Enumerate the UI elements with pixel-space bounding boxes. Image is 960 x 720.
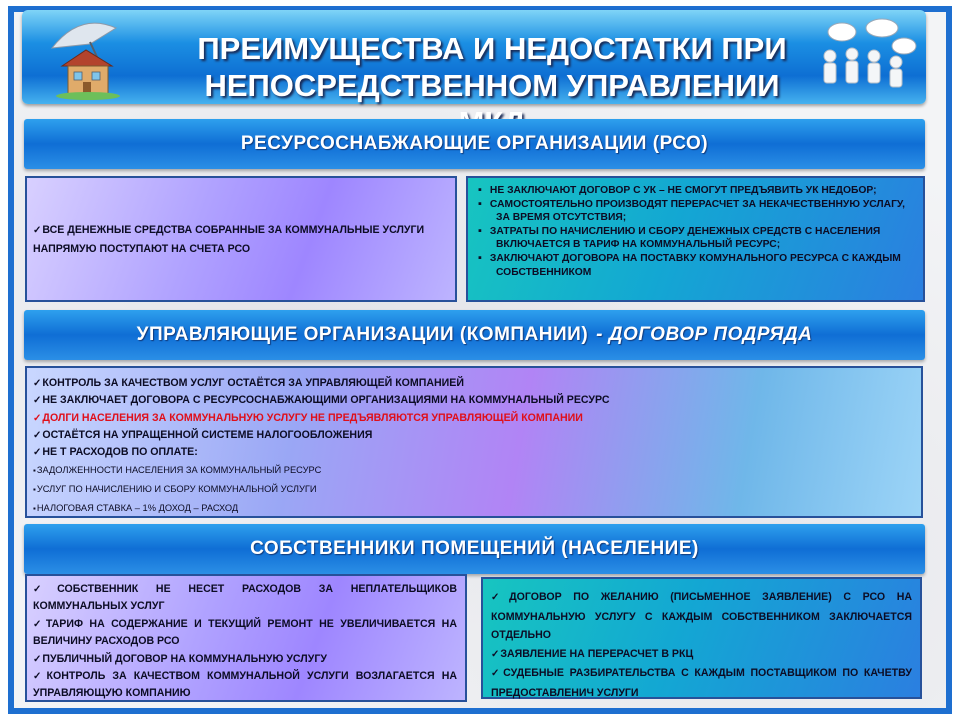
owners-advantage-box	[25, 574, 467, 702]
sub-list-item: ▪ УСЛУГ ПО НАЧИСЛЕНИЮ И СБОРУ КОММУНАЛЬНОЙ УСЛУГИ	[33, 480, 915, 499]
list-item: ▪ ЗАКЛЮЧАЮТ ДОГОВОРА НА ПОСТАВКУ КОМУНАЛЬНОГО РЕСУРСА С КАЖДЫМ СОБСТВЕННИКОМ	[478, 252, 913, 279]
list-item: ✓ СОБСТВЕННИК НЕ НЕСЕТ РАСХОДОВ ЗА НЕПЛАТЕЛЬЩИКОВ КОММУНАЛЬНЫХ УСЛУГ	[33, 581, 457, 616]
uk-header	[24, 310, 925, 360]
rso-advantage-box	[25, 176, 457, 302]
list-item: ✓ ЗАЯВЛЕНИЕ НА ПЕРЕРАСЧЕТ В РКЦ	[491, 645, 912, 665]
house-umbrella-icon	[40, 14, 150, 102]
uk-box	[25, 366, 923, 518]
rso-disadvantage-box	[466, 176, 925, 302]
owners-header	[24, 524, 925, 574]
title-banner	[22, 10, 926, 104]
list-item: ▪ ЗАТРАТЫ ПО НАЧИСЛЕНИЮ И СБОРУ ДЕНЕЖНЫХ СРЕДСТВ С НАСЕЛЕНИЯ ВКЛЮЧАЕТСЯ В ТАРИФ НА КОММУНАЛЬНЫЙ РЕСУРС;	[478, 225, 913, 252]
uk-header-label: УПРАВЛЯЮЩИЕ ОРГАНИЗАЦИИ (КОМПАНИИ)	[136, 324, 589, 345]
list-item: ✓ СУДЕБНЫЕ РАЗБИРАТЕЛЬСТВА С КАЖДЫМ ПОСТАВЩИКОМ ПО КАЧЕТВУ ПРЕДОСТАВЛЕНИЧ УСЛУГИ	[491, 664, 912, 702]
rso-header	[24, 119, 925, 169]
list-item: ▪ САМОСТОЯТЕЛЬНО ПРОИЗВОДЯТ ПЕРЕРАСЧЕТ ЗА НЕКАЧЕСТВЕННУЮ УСЛАГУ, ЗА ВРЕМЯ ОТСУТСТВИЯ;	[478, 198, 913, 225]
owners-header-label: СОБСТВЕННИКИ ПОМЕЩЕНИЙ (НАСЕЛЕНИЕ)	[250, 538, 699, 559]
list-item: ✓ ДОГОВОР ПО ЖЕЛАНИЮ (ПИСЬМЕННОЕ ЗАЯВЛЕНИЕ) С РСО НА КОММУНАЛЬНУЮ УСЛУГУ С КАЖДЫМ СОБСТВЕННИКОМ ЗАКЛЮЧАЕТСЯ ОТДЕЛЬНО	[491, 588, 912, 645]
list-item: ✓ ТАРИФ НА СОДЕРЖАНИЕ И ТЕКУЩИЙ РЕМОНТ НЕ УВЕЛИЧИВАЕТСЯ НА ВЕЛИЧИНУ РАСХОДОВ РСО	[33, 616, 457, 651]
list-item: ▪ НЕ ЗАКЛЮЧАЮТ ДОГОВОР С УК – НЕ СМОГУТ ПРЕДЪЯВИТЬ УК НЕДОБОР;	[478, 184, 913, 198]
title-line-2: НЕПОСРЕДСТВЕННОМ УПРАВЛЕНИИ	[204, 68, 780, 103]
owners-disadvantage-box	[481, 577, 922, 699]
list-item: ✓ ОСТАЁТСЯ НА УПРАЩЕННОЙ СИСТЕМЕ НАЛОГООБЛОЖЕНИЯ	[33, 427, 915, 444]
list-item: ✓ НЕ ЗАКЛЮЧАЕТ ДОГОВОРА С РЕСУРСОСНАБЖАЮЩИМИ ОРГАНИЗАЦИЯМИ НА КОММУНАЛЬНЫЙ РЕСУРС	[33, 392, 915, 409]
rso-advantage-text: ✓ ВСЕ ДЕНЕЖНЫЕ СРЕДСТВА СОБРАННЫЕ ЗА КОММУНАЛЬНЫЕ УСЛУГИ НАПРЯМУЮ ПОСТУПАЮТ НА СЧЕТА РСО	[27, 221, 455, 258]
people-discussion-icon	[812, 18, 922, 98]
list-item: ✓ НЕ Т РАСХОДОВ ПО ОПЛАТЕ:	[33, 444, 915, 461]
sub-list-item: ▪ НАЛОГОВАЯ СТАВКА – 1% ДОХОД – РАСХОД	[33, 499, 915, 518]
list-item-red: ✓ ДОЛГИ НАСЕЛЕНИЯ ЗА КОММУНАЛЬНУЮ УСЛУГУ НЕ ПРЕДЪЯВЛЯЮТСЯ УПРАВЛЯЮЩЕЙ КОМПАНИИ	[33, 410, 915, 427]
list-item: ✓ КОНТРОЛЬ ЗА КАЧЕСТВОМ КОММУНАЛЬНОЙ УСЛУГИ ВОЗЛАГАЕТСЯ НА УПРАВЛЯЮЩУЮ КОМПАНИЮ	[33, 668, 457, 703]
list-item: ✓ ПУБЛИЧНЫЙ ДОГОВОР НА КОММУНАЛЬНУЮ УСЛУГУ	[33, 651, 457, 668]
uk-header-sub: - ДОГОВОР ПОДРЯДА	[596, 324, 813, 345]
sub-list-item: ▪ ЗАДОЛЖЕННОСТИ НАСЕЛЕНИЯ ЗА КОММУНАЛЬНЫЙ РЕСУРС	[33, 461, 915, 480]
title-line-1: ПРЕИМУЩЕСТВА И НЕДОСТАТКИ ПРИ	[197, 31, 787, 66]
list-item: ✓ КОНТРОЛЬ ЗА КАЧЕСТВОМ УСЛУГ ОСТАЁТСЯ ЗА УПРАВЛЯЮЩЕЙ КОМПАНИЕЙ	[33, 375, 915, 392]
rso-header-label: РЕСУРСОСНАБЖАЮЩИЕ ОРГАНИЗАЦИИ (РСО)	[240, 133, 709, 154]
